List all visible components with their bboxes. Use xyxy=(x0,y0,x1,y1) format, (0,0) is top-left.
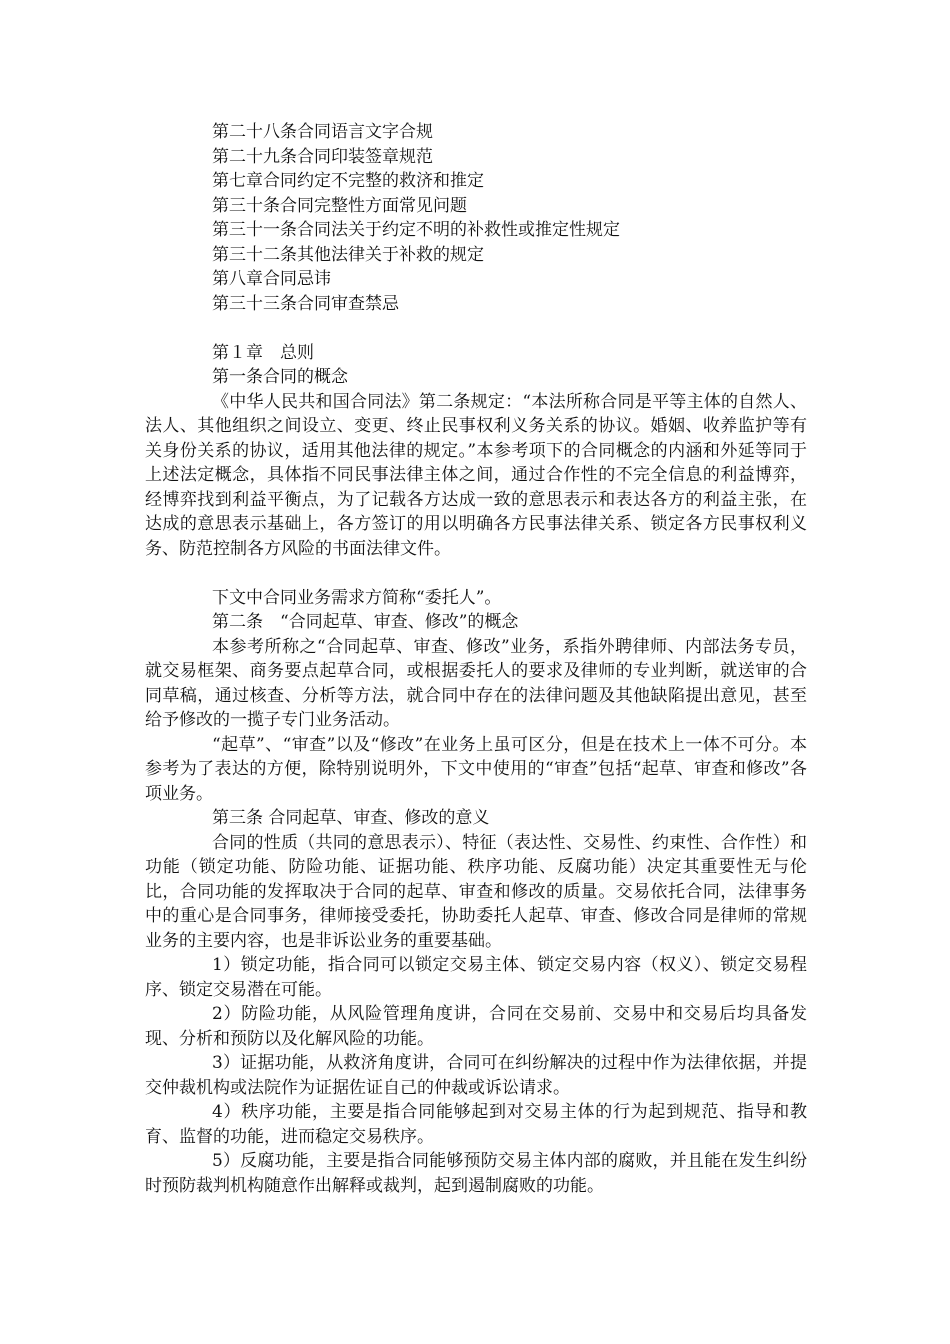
toc-line: 第三十三条合同审查禁忌 xyxy=(212,293,399,314)
article-title: 第二条 “合同起草、审查、修改”的概念 xyxy=(212,612,519,632)
toc-line: 第二十九条合同印装签章规范 xyxy=(212,146,433,167)
article-title: 第一条合同的概念 xyxy=(212,367,348,387)
article-title: 第三条 合同起草、审查、修改的意义 xyxy=(212,808,490,828)
spacer xyxy=(145,561,807,586)
function-item: 3）证据功能，从救济角度讲，合同可在纠纷解决的过程中作为法律依据，并提交仲裁机构或法院作为证据佐证自己的仲裁或诉讼请求。 xyxy=(145,1053,807,1098)
toc-line: 第七章合同约定不完整的救济和推定 xyxy=(212,171,484,191)
function-item: 5）反腐功能，主要是指合同能够预防交易主体内部的腐败，并且能在发生纠纷时预防裁判机构随意作出解释或裁判，起到遏制腐败的功能。 xyxy=(145,1151,807,1196)
function-item: 4）秩序功能，主要是指合同能够起到对交易主体的行为起到规范、指导和教育、监督的功能，进而稳定交易秩序。 xyxy=(145,1102,807,1147)
function-item: 1）锁定功能，指合同可以锁定交易主体、锁定交易内容（权义）、锁定交易程序、锁定交易潜在可能。 xyxy=(145,955,807,1000)
toc-line: 第三十一条合同法关于约定不明的补救性或推定性规定 xyxy=(212,220,620,240)
article-paragraph: 合同的性质（共同的意思表示）、特征（表达性、交易性、约束性、合作性）和功能（锁定功能、防险功能、证据功能、秩序功能、反腐功能）决定其重要性无与伦比，合同功能的发挥取决于合同的起草、审查和修改的质量。交易依托合同，法律事务中的重心是合同事务，律师接受委托，协助委托人起草、审查、修改合同是律师的常规业务的主要内容，也是非诉讼业务的重要基础。 xyxy=(145,832,807,951)
function-item: 2）防险功能，从风险管理角度讲，合同在交易前、交易中和交易后均具备发现、分析和预防以及化解风险的功能。 xyxy=(145,1004,807,1049)
toc-line: 第八章合同忌讳 xyxy=(212,269,331,289)
article-paragraph: 本参考所称之“合同起草、审查、修改”业务，系指外聘律师、内部法务专员，就交易框架、商务要点起草合同，或根据委托人的要求及律师的专业判断，就送审的合同草稿，通过核查、分析等方法，就合同中存在的法律问题及其他缺陷提出意见，甚至给予修改的一揽子专门业务活动。 xyxy=(145,636,807,730)
chapter-heading: 第１章 总则 xyxy=(212,342,314,363)
toc-line: 第二十八条合同语言文字合规 xyxy=(212,122,433,142)
toc-line: 第三十二条其他法律关于补救的规定 xyxy=(212,244,484,265)
document-page xyxy=(145,120,807,1198)
article-paragraph: 《中华人民共和国合同法》第二条规定：“本法所称合同是平等主体的自然人、法人、其他组织之间设立、变更、终止民事权利义务关系的协议。婚姻、收养监护等有关身份关系的协议，适用其他法律的规定。”本参考项下的合同概念的内涵和外延等同于上述法定概念，具体指不同民事法律主体之间，通过合作性的不完全信息的利益博弈，经博弈找到利益平衡点，为了记载各方达成一致的意思表示和表达各方的利益主张，在达成的意思表示基础上，各方签订的用以明确各方民事法律关系、锁定各方民事权利义务、防范控制各方风险的书面法律文件。 xyxy=(145,391,807,559)
spacer xyxy=(145,316,807,341)
toc-line: 第三十条合同完整性方面常见问题 xyxy=(212,195,467,216)
article-paragraph: “起草”、“审查”以及“修改”在业务上虽可区分，但是在技术上一体不可分。本参考为了表达的方便，除特别说明外，下文中使用的“审查”包括“起草、审查和修改”各项业务。 xyxy=(145,734,807,804)
note-paragraph: 下文中合同业务需求方简称“委托人”。 xyxy=(212,587,502,608)
